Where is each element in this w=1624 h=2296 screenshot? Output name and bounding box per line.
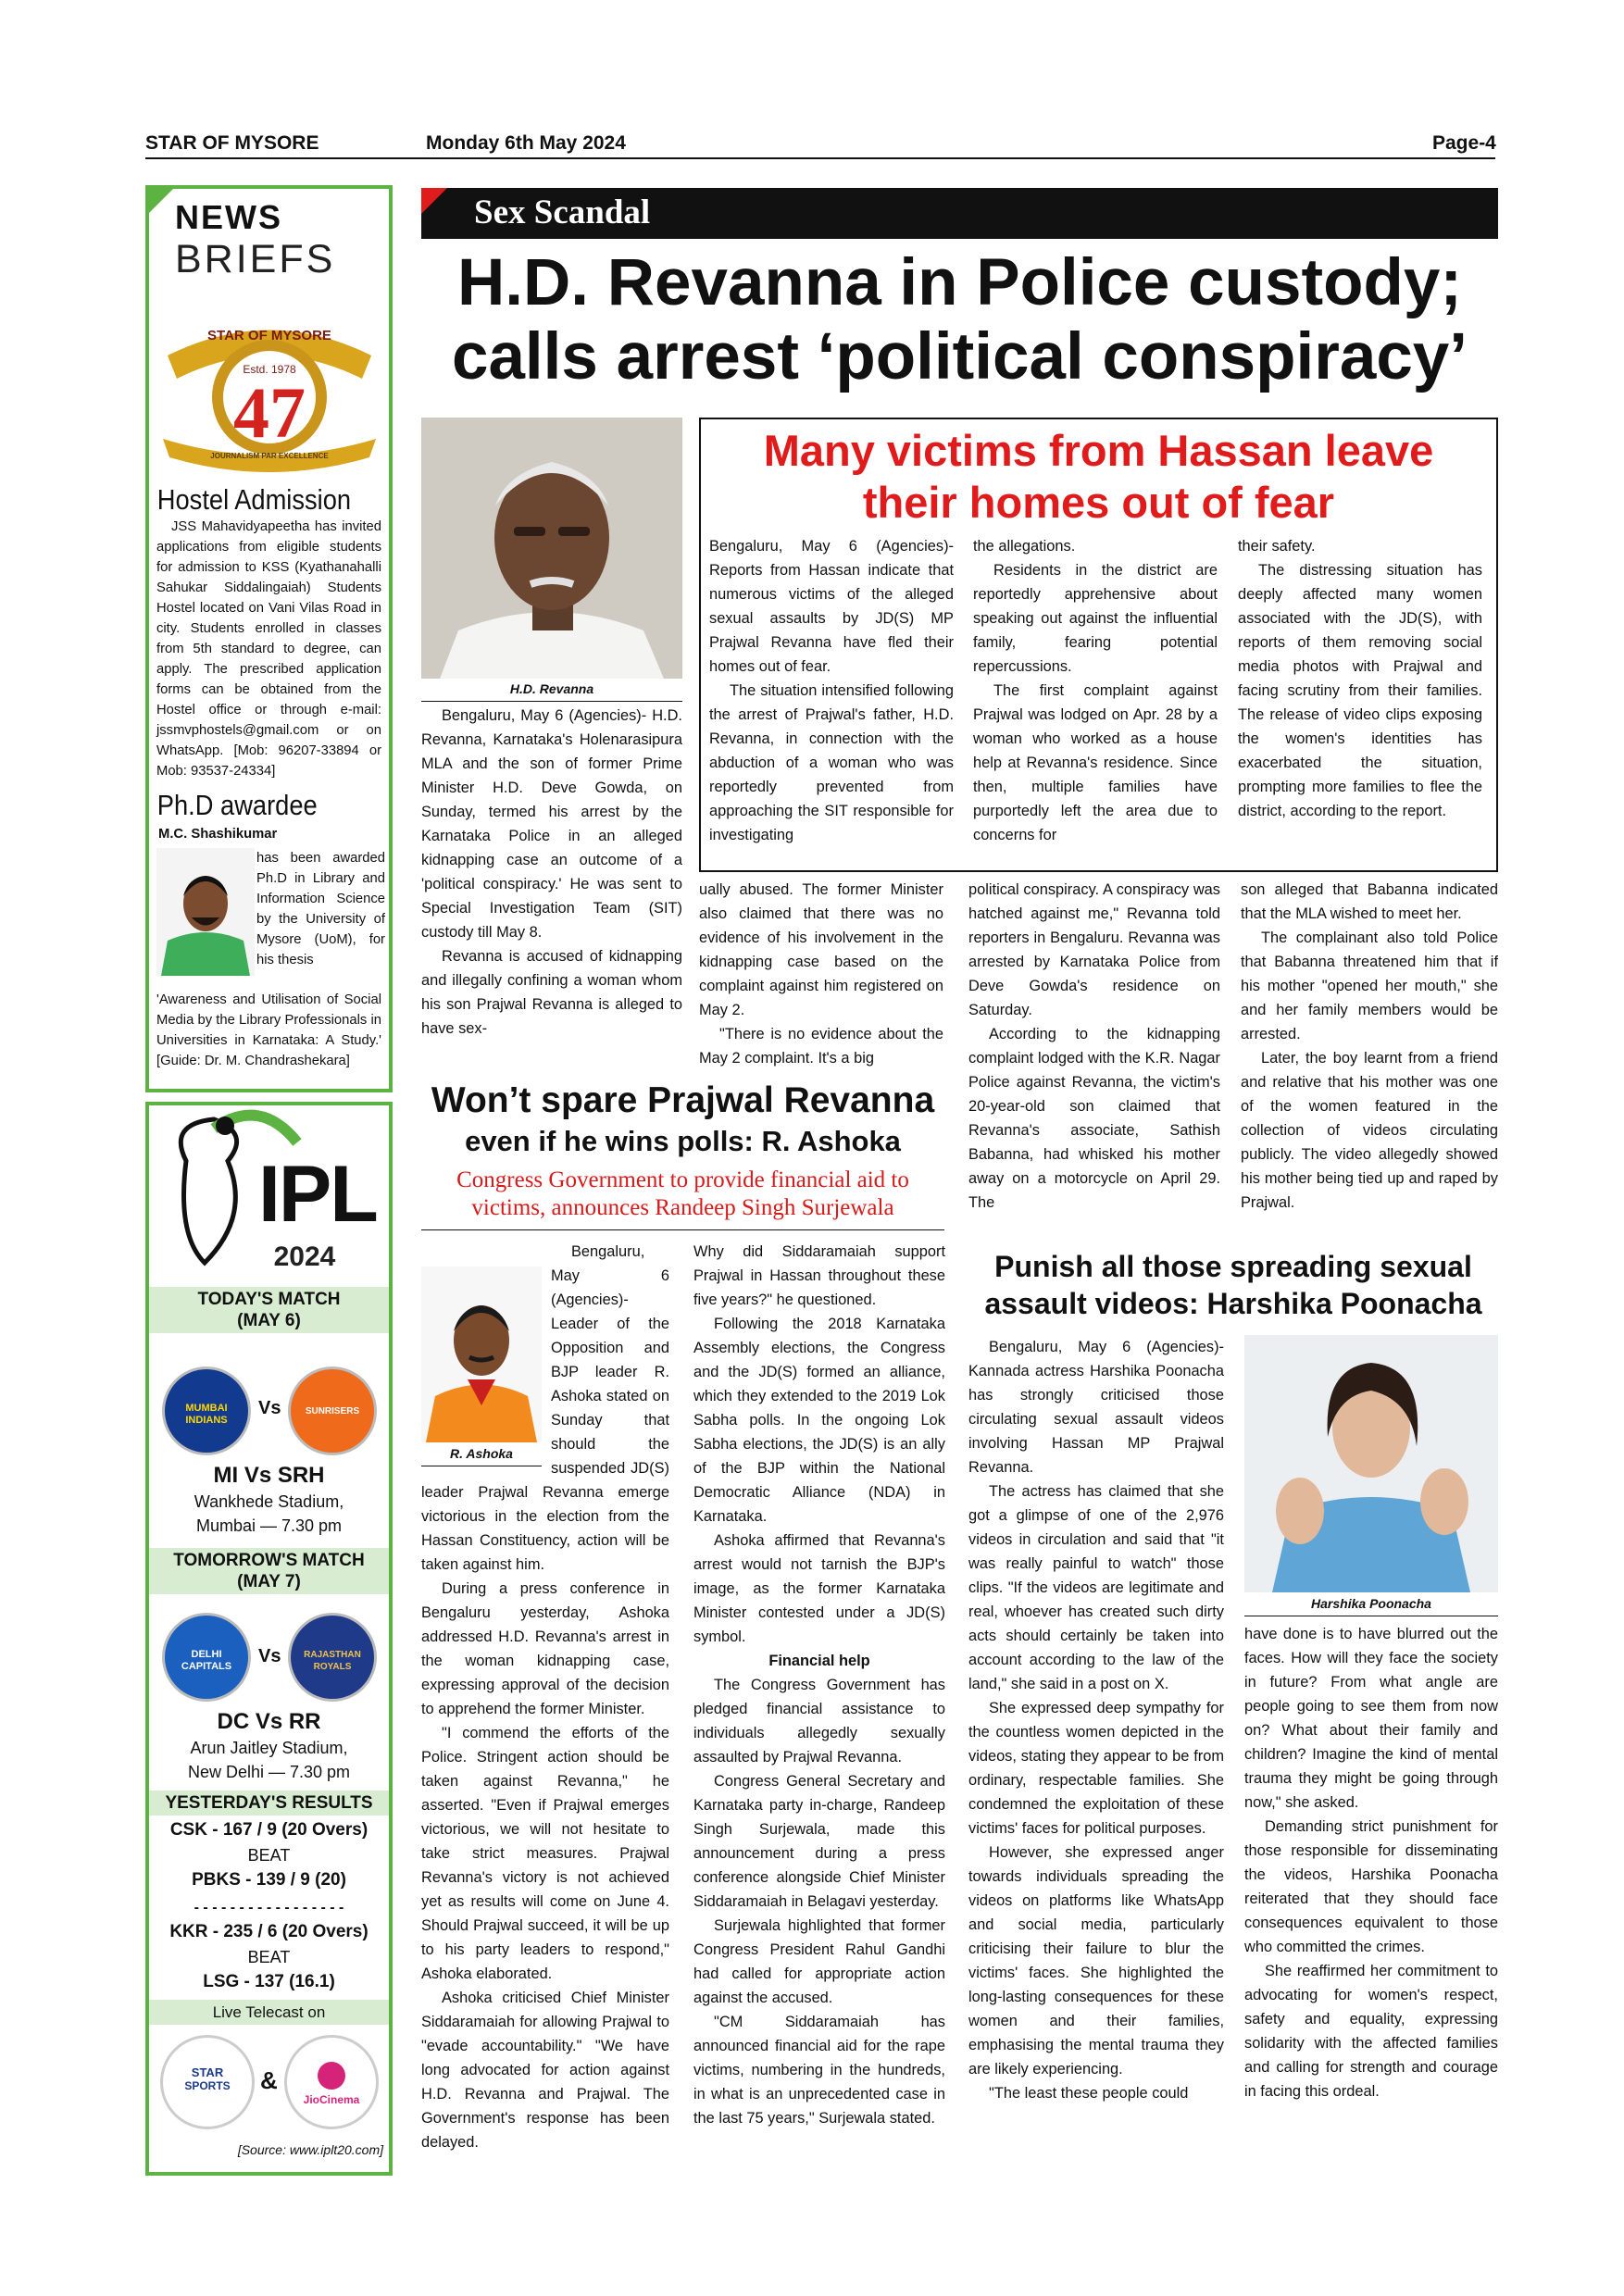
hostel-text: JSS Mahavidyapeetha has invited applications from eligible students for admission to KSS (Kyathanahalli Sahukar Siddalingaiah) Students Hostel located on Vani Vilas Road in city. Students enrolled in classes from 5th standard to degree, can apply. The prescribed application forms can be obtained from the Hostel office or through e-mail: jssmvphostels@gmail.com or on WhatsApp. [Mob: 96207-33894 or Mob: 93537-24334] xyxy=(156,519,381,779)
ashoka-headline-1: Won’t spare Prajwal Revanna xyxy=(431,1080,935,1120)
victims-col-1 xyxy=(709,534,954,849)
jio-play-icon xyxy=(318,2062,345,2090)
today-match: MI Vs SRH xyxy=(213,1463,325,1488)
paragraph: Bengaluru, May 6 (Agencies)- H.D. Revanna, Karnataka's Holenarasipura MLA and the son of former Prime Minister H.D. Deve Gowda, on Sunday, termed his arrest by the Karnataka Police in an alleged kidnapping case an outcome of a 'political conspiracy.' He was sent to Special Investigation Team (SIT) custody till May 8. xyxy=(421,707,682,941)
paragraph: "I commend the efforts of the Police. Stringent action should be taken against Revanna," he asserted. "Even if Prajwal emerges victorious, we will not hesitate to take strict measures. Prajwal Revanna's victory is not achieved yet as results will come on June 4. Should Prajwal succeed, it will be up to his party leaders to respond," Ashoka elaborated. xyxy=(421,1725,669,1982)
paragraph: son alleged that Babanna indicated that the MLA wished to meet her. xyxy=(1241,881,1498,922)
ashoka-caption: R. Ashoka xyxy=(450,1446,513,1461)
result-1c: PBKS - 139 / 9 (20) xyxy=(192,1870,346,1890)
hostel-title xyxy=(149,483,389,517)
paragraph: Bengaluru, May 6 (Agencies)- Kannada actress Harshika Poonacha has strongly criticised those circulating sexual assault videos involving Hassan MP Prajwal Revanna. xyxy=(968,1339,1224,1476)
victims-col-3 xyxy=(1238,534,1482,849)
harshika-photo xyxy=(1244,1335,1498,1592)
star-sports-logo xyxy=(160,2035,255,2129)
hostel-title-text: Hostel Admission xyxy=(156,483,352,516)
paragraph: During a press conference in Bengaluru yesterday, Ashoka addressed H.D. Revanna's arrest in the woman kidnapping case, expressing approval of the decision to apprehend the former Minister. xyxy=(421,1580,669,1717)
mi-logo-text: MUMBAI INDIANS xyxy=(185,1403,228,1426)
main-col-4 xyxy=(1241,878,1498,1239)
harshika-portrait-icon xyxy=(1244,1335,1498,1592)
paragraph: ually abused. The former Minister also claimed that there was no evidence of his involvement in the kidnapping case based on the complaint against him registered on May 2. xyxy=(699,881,943,1018)
paragraph: She expressed deep sympathy for the countless women depicted in the videos, stating they appear to be from ordinary, respectable families. She condemned the exploitation of these victims' faces for political purposes. xyxy=(968,1700,1224,1837)
ashoka-col-2 xyxy=(693,1240,945,2170)
paragraph: "There is no evidence about the May 2 complaint. It's a big xyxy=(699,1026,943,1067)
logo-top-text: STAR OF MYSORE xyxy=(207,328,331,343)
harshika-headline: Punish all those spreading sexual assault videos: Harshika Poonacha xyxy=(984,1250,1482,1320)
jiocinema-text: JioCinema xyxy=(303,2093,360,2106)
paragraph: "The least these people could xyxy=(989,2085,1189,2102)
result-2a: KKR - 235 / 6 (20 Overs) xyxy=(169,1922,369,1941)
paragraph: However, she expressed anger towards individuals spreading the videos on platforms like WhatsApp and social media, particularly criticising their failure to blur the victims' faces. She highlighted the long-lasting consequences for these women and their families, emphasising the mental trauma they are likely experiencing. xyxy=(968,1844,1224,2078)
paragraph: The situation intensified following the arrest of Prajwal's father, H.D. Revanna, in connection with the abduction of a woman who was reportedly prevented from approaching the SIT responsible for investigating xyxy=(709,682,954,843)
paragraph: their safety. xyxy=(1238,538,1316,555)
today-venue-1: Wankhede Stadium, xyxy=(194,1492,344,1511)
telecast-label: Live Telecast on xyxy=(212,2003,326,2021)
harshika-col-2 xyxy=(1244,1622,1498,2168)
dc-logo-text: DELHI CAPITALS xyxy=(181,1649,232,1672)
telecast-band xyxy=(149,2000,389,2025)
paragraph: political conspiracy. A conspiracy was hatched against me," Revanna told reporters in Bengaluru. Revanna was arrested by Karnataka Police from Deve Gowda's residence on Saturday. xyxy=(968,881,1220,1018)
ashoka-headline-2: even if he wins polls: R. Ashoka xyxy=(465,1125,901,1157)
paragraph: "CM Siddaramaiah has announced financial aid for the rape victims, numbering in the hundreds, in what is an unprecedented case in the last 75 years," Surjewala stated. xyxy=(693,2014,945,2127)
briefs-title: BRIEFS xyxy=(175,237,336,281)
paragraph: Why did Siddaramaiah support Prajwal in Hassan throughout these five years?" he questioned. xyxy=(693,1243,945,1308)
srh-logo xyxy=(288,1366,377,1455)
rr-logo xyxy=(288,1613,377,1702)
vs-1: Vs xyxy=(258,1398,281,1418)
harshika-col-1 xyxy=(968,1335,1224,2168)
mi-logo xyxy=(162,1366,251,1455)
today-band xyxy=(149,1287,389,1333)
victims-col-2 xyxy=(973,534,1218,849)
ampersand: & xyxy=(260,2066,278,2094)
main-col-3 xyxy=(968,878,1220,1239)
section-flag xyxy=(421,188,447,214)
ipl-wordmark: IPL xyxy=(258,1150,377,1239)
news-title: NEWS xyxy=(175,198,282,236)
phd-name: M.C. Shashikumar xyxy=(158,827,278,842)
main-col-2 xyxy=(699,878,943,1070)
logo-ribbon-text: JOURNALISM PAR EXCELLENCE xyxy=(210,452,329,460)
headline-line-2: calls arrest ‘political conspiracy’ xyxy=(451,320,1468,393)
tomorrow-venue-1: Arun Jaitley Stadium, xyxy=(190,1739,348,1757)
paper-name: STAR OF MYSORE xyxy=(145,132,319,154)
revanna-caption: H.D. Revanna xyxy=(509,681,594,696)
paragraph: Surjewala highlighted that former Congress President Rahul Gandhi had called for appropriate action against the accused. xyxy=(693,1917,945,2006)
phd-photo xyxy=(156,848,255,976)
paragraph: Residents in the district are reportedly apprehensive about speaking out against the influential family, fearing potential repercussions. xyxy=(973,562,1218,675)
page-number: Page-4 xyxy=(1432,132,1496,154)
rr-logo-text: RAJASTHAN ROYALS xyxy=(304,1650,361,1672)
paragraph: The actress has claimed that she got a glimpse of one of the 2,976 videos in circulation and said that "it was really painful to watch" those clips. "If the videos are legitimate and real, whoever has created such dirty acts should certainly be taken into account according to the law of the land," she said in a post on X. xyxy=(968,1483,1224,1692)
result-1a: CSK - 167 / 9 (20 Overs) xyxy=(169,1820,369,1840)
tomorrow-band xyxy=(149,1548,389,1594)
logo-estd: Estd. 1978 xyxy=(243,363,296,376)
paragraph: Following the 2018 Karnataka Assembly elections, the Congress and the JD(S) formed an alliance, which they extended to the 2019 Lok Sabha polls. In the ongoing Lok Sabha elections, the JD(S) is an ally of the BJP within the National Democratic Alliance (NDA) in Karnataka. xyxy=(693,1316,945,1525)
news-briefs-sidebar xyxy=(145,185,393,1092)
headline-line-1: H.D. Revanna in Police custody; xyxy=(457,246,1462,319)
paragraph: Revanna is accused of kidnapping and illegally confining a woman whom his son Prajwal Revanna is alleged to have sex- xyxy=(421,948,682,1037)
paragraph: Bengaluru, May 6 (Agencies)- Reports from Hassan indicate that numerous victims of the alleged sexual assaults by JD(S) MP Prajwal Revanna have fled their homes out of fear. xyxy=(709,538,954,675)
results-divider: - - - - - - - - - - - - - - - - - xyxy=(194,1900,344,1915)
dc-logo xyxy=(162,1613,251,1702)
today-label: TODAY'S MATCH xyxy=(197,1290,341,1309)
result-2b: BEAT xyxy=(247,1948,291,1966)
ashoka-col-1 xyxy=(421,1240,669,2170)
logo-number: 47 xyxy=(233,372,306,453)
ipl-year: 2024 xyxy=(273,1242,336,1272)
tomorrow-label: TOMORROW'S MATCH xyxy=(173,1551,365,1570)
paragraph: the allegations. xyxy=(973,538,1076,555)
paragraph: According to the kidnapping complaint lodged with the K.R. Nagar Police against Revanna, the victim's 20-year-old son claimed that Revanna's associate, Sathish Babanna, had whisked his mother away on a motorcycle on April 29. The xyxy=(968,1026,1220,1211)
paragraph: Demanding strict punishment for those responsible for disseminating the videos, Harshika Poonacha reiterated that they should face consequences equivalent to those who committed the crimes. xyxy=(1244,1818,1498,1955)
paragraph: The distressing situation has deeply affected many women associated with the JD(S), with reports of them removing social media photos with Prajwal and facing scrutiny from their families. The release of video clips exposing the women's identities has exacerbated the situation, prompting more families to flee the district, according to the report. xyxy=(1238,562,1482,819)
ashoka-rule xyxy=(421,1229,944,1230)
main-headline xyxy=(421,246,1498,394)
today-date: (MAY 6) xyxy=(237,1311,301,1330)
paragraph: have done is to have blurred out the faces. How will they face the society in future? From what angle are people going to see them from now on? What about their family and children? Imagine the kind of mental trauma they might be going through now," she asked. xyxy=(1244,1626,1498,1811)
paragraph: Ashoka affirmed that Revanna's arrest would not tarnish the BJP's image, as the former Karnataka Minister contested under a JD(S) symbol. xyxy=(693,1532,945,1645)
paragraph: Congress General Secretary and Karnataka party in-charge, Randeep Singh Surjewala, made this announcement during a press conference alongside Chief Minister Siddaramaiah in Belagavi yesterday. xyxy=(693,1773,945,1910)
phd-text-side: has been awarded Ph.D in Library and Information Science by the University of Mysore (UoM), for his thesis xyxy=(256,851,385,967)
srh-logo-text: SUNRISERS xyxy=(305,1406,360,1416)
revanna-portrait-icon xyxy=(421,418,682,679)
paragraph: Later, the boy learnt from a friend and relative that his mother was one of the women featured in the collection of videos circulating publicly. The video allegedly showed his mother being tied up and raped by Prajwal. xyxy=(1241,1050,1498,1211)
section-label: Sex Scandal xyxy=(474,193,651,231)
results-label: YESTERDAY'S RESULTS xyxy=(165,1793,373,1813)
revanna-photo xyxy=(421,418,682,679)
results-band xyxy=(149,1791,389,1816)
result-1b: BEAT xyxy=(247,1846,291,1865)
caption-rule xyxy=(421,701,682,702)
ashoka-subhead: Congress Government to provide financial aid to victims, announces Randeep Singh Surjewala xyxy=(456,1167,909,1220)
harshika-caption: Harshika Poonacha xyxy=(1311,1596,1431,1611)
victims-headline: Many victims from Hassan leave their homes out of fear xyxy=(763,426,1434,527)
main-col-1 xyxy=(421,704,682,1070)
star-sports-text-1: STAR xyxy=(191,2065,224,2079)
sidebar-corner xyxy=(149,189,173,213)
ipl-source: [Source: www.iplt20.com] xyxy=(237,2142,383,2157)
paragraph: The complainant also told Police that Babanna threatened him that if his mother "opened her mouth," she and her family members would be arrested. xyxy=(1241,930,1498,1042)
tomorrow-venue-2: New Delhi — 7.30 pm xyxy=(187,1763,351,1781)
paragraph: The first complaint against Prajwal was lodged on Apr. 28 by a woman who worked as a house help at Revanna's residence. Since then, multiple families have purportedly left the area due to concerns for xyxy=(973,682,1218,843)
jiocinema-logo xyxy=(284,2035,379,2129)
header-rule xyxy=(145,157,1495,159)
paragraph: She reaffirmed her commitment to advocating for women's respect, safety and equality, expressing solidarity with the affected families and calling for strength and courage in facing this ordeal. xyxy=(1244,1963,1498,2100)
today-venue-2: Mumbai — 7.30 pm xyxy=(195,1516,343,1535)
tomorrow-date: (MAY 7) xyxy=(237,1572,301,1591)
paragraph: Bengaluru, May 6 (Agencies)- Leader of the Opposition and BJP leader R. Ashoka stated on Sunday that should the suspended JD(S) leader Prajwal Revanna emerge victorious in the election from the Hassan Constituency, action will be taken against him. xyxy=(421,1243,669,1573)
financial-help-subhead: Financial help xyxy=(768,1653,870,1669)
phd-title xyxy=(149,789,389,822)
paragraph: Ashoka criticised Chief Minister Siddaramaiah for allowing Prajwal to "evade accountability." "We have long advocated for action against H.D. Revanna and Prajwal. The Government's response has been delayed. xyxy=(421,1990,669,2151)
phd-text-bottom: 'Awareness and Utilisation of Social Media by the Library Professionals in Universities in Karnataka: A Study.' [Guide: Dr. M. Chandrashekara] xyxy=(156,992,381,1068)
issue-date: Monday 6th May 2024 xyxy=(426,132,626,154)
ipl-sidebar xyxy=(145,1102,393,2176)
shashikumar-portrait-icon xyxy=(156,848,255,976)
result-2c: LSG - 137 (16.1) xyxy=(203,1972,335,1991)
star-sports-text-2: SPORTS xyxy=(184,2079,231,2092)
paragraph: The Congress Government has pledged financial assistance to individuals allegedly sexually assaulted by Prajwal Revanna. xyxy=(693,1677,945,1766)
vs-2: Vs xyxy=(258,1646,281,1666)
photo-spacer xyxy=(421,1240,551,1475)
tomorrow-match: DC Vs RR xyxy=(217,1709,321,1734)
phd-title-text: Ph.D awardee xyxy=(156,789,318,821)
